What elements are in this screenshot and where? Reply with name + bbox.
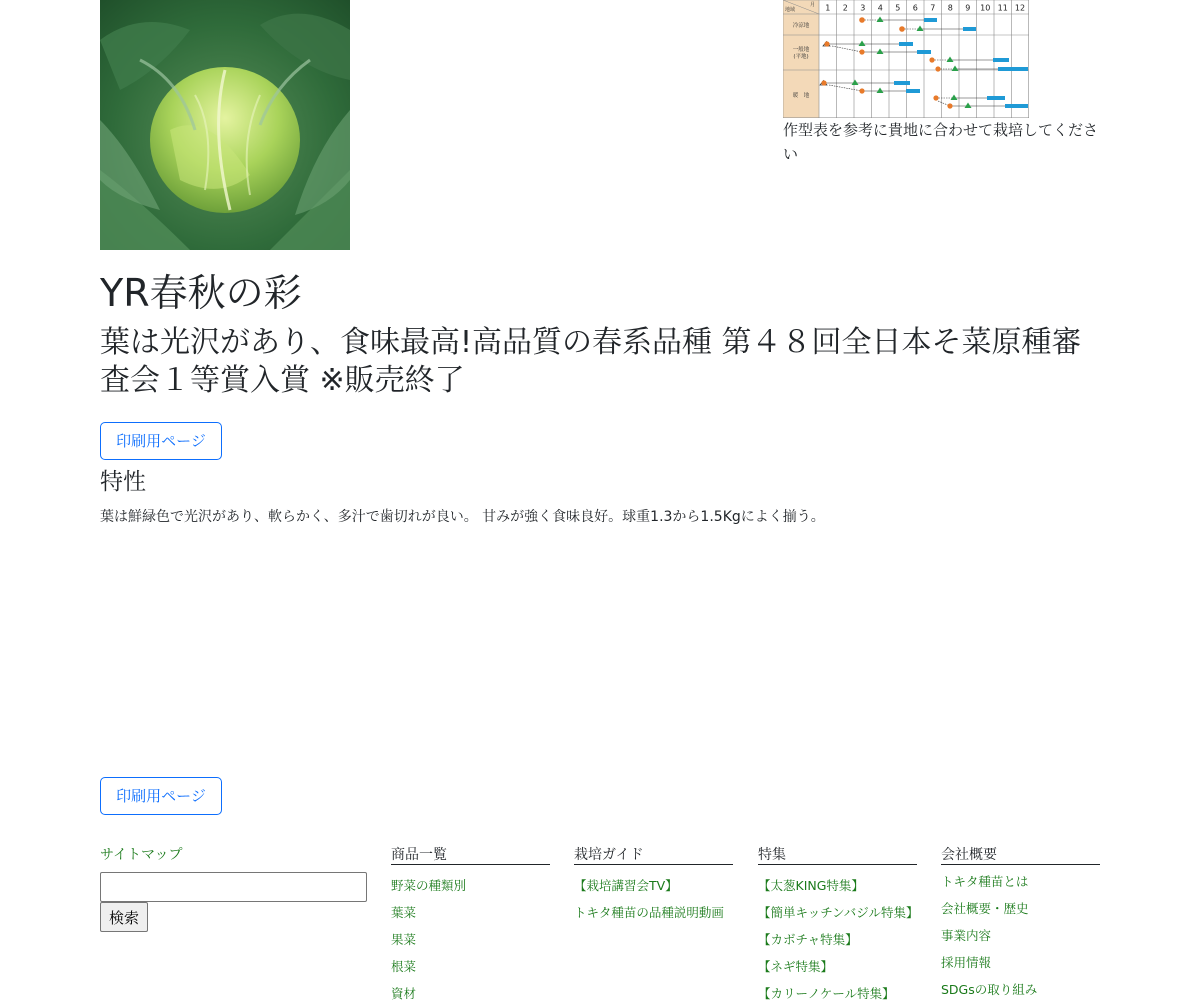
footer-products-heading: 商品一覧 [391,845,550,865]
footer-company-column [941,845,1100,1003]
product-subtitle: 葉は光沢があり、食味最高!高品質の春系品種 第４８回全日本そ菜原種審査会１等賞入賞 ※販売終了 [100,325,1082,398]
chart-month-label: 8 [947,3,953,13]
chart-month-label: 1 [825,3,831,13]
chart-month-label: 7 [930,3,936,13]
footer-link-variety-videos[interactable]: トキタ種苗の品種説明動画 [574,905,724,920]
footer-link-special-basil[interactable]: 【簡単キッチンバジル特集】 [758,905,919,920]
footer-link-special-pumpkin[interactable]: 【カボチャ特集】 [758,932,858,947]
chart-region-label: 冷涼地 [792,23,810,29]
chart-month-label: 3 [860,3,866,13]
footer-link-sdgs[interactable]: SDGsの取り組み [941,982,1038,997]
footer-link-fruit-vegetables[interactable]: 果菜 [391,932,417,947]
chart-region-label: 一般地 [792,47,810,53]
footer-products-column [391,845,550,1007]
print-page-button-bottom[interactable]: 印刷用ページ [100,777,222,815]
footer-guide-heading: 栽培ガイド [574,845,733,865]
chart-region-label: (平地) [793,54,809,60]
footer-link-about[interactable]: トキタ種苗とは [941,874,1029,889]
chart-month-label: 6 [912,3,918,13]
chart-month-label: 11 [997,3,1008,13]
search-button[interactable]: 検索 [100,902,148,932]
footer-link-business[interactable]: 事業内容 [941,928,992,943]
footer-link-recruit[interactable]: 採用情報 [941,955,992,970]
chart-month-label: 5 [895,3,901,13]
footer-special-heading: 特集 [758,845,917,865]
footer-link-leaf-vegetables[interactable]: 葉菜 [391,905,417,920]
chart-month-label: 2 [842,3,848,13]
footer-special-column [758,845,917,1007]
chart-month-label: 4 [877,3,883,13]
print-page-button[interactable]: 印刷用ページ [100,422,222,460]
cropping-schedule-chart [783,0,1029,118]
product-title: YR春秋の彩 [100,271,302,315]
cabbage-image [100,0,350,250]
footer-link-vegetable-types[interactable]: 野菜の種類別 [391,878,467,893]
chart-corner-region: 地域 [785,7,796,13]
chart-corner-month: 月 [810,2,816,8]
search-input[interactable] [100,872,367,902]
chart-caption: 作型表を参考に貴地に合わせて栽培してください [783,121,1099,163]
chart-month-label: 9 [965,3,971,13]
footer-company-heading: 会社概要 [941,845,1100,865]
chart-month-label: 12 [1014,3,1026,13]
sitemap-link[interactable]: サイトマップ [100,847,183,863]
footer-link-special-leek[interactable]: 【ネギ特集】 [758,959,834,974]
footer-link-root-vegetables[interactable]: 根菜 [391,959,417,974]
features-text: 葉は鮮緑色で光沢があり、軟らかく、多汁で歯切れが良い。 甘みが強く食味良好。球重1.3から1.5Kgによく揃う。 [100,509,825,525]
footer-link-materials[interactable]: 資材 [391,986,417,1001]
product-image [100,0,350,250]
chart-region-label: 暖 地 [792,93,810,99]
features-heading: 特性 [100,469,146,495]
footer-link-special-leek-king[interactable]: 【太葱KING特集】 [758,878,864,893]
chart-month-label: 10 [980,3,991,13]
footer-link-history[interactable]: 会社概要・歴史 [941,901,1029,916]
footer-link-cultivation-tv[interactable]: 【栽培講習会TV】 [574,878,678,893]
footer-guide-column [574,845,733,926]
cropping-schedule-svg [783,0,1029,118]
footer-link-special-kale[interactable]: 【カリーノケール特集】 [758,986,895,1001]
